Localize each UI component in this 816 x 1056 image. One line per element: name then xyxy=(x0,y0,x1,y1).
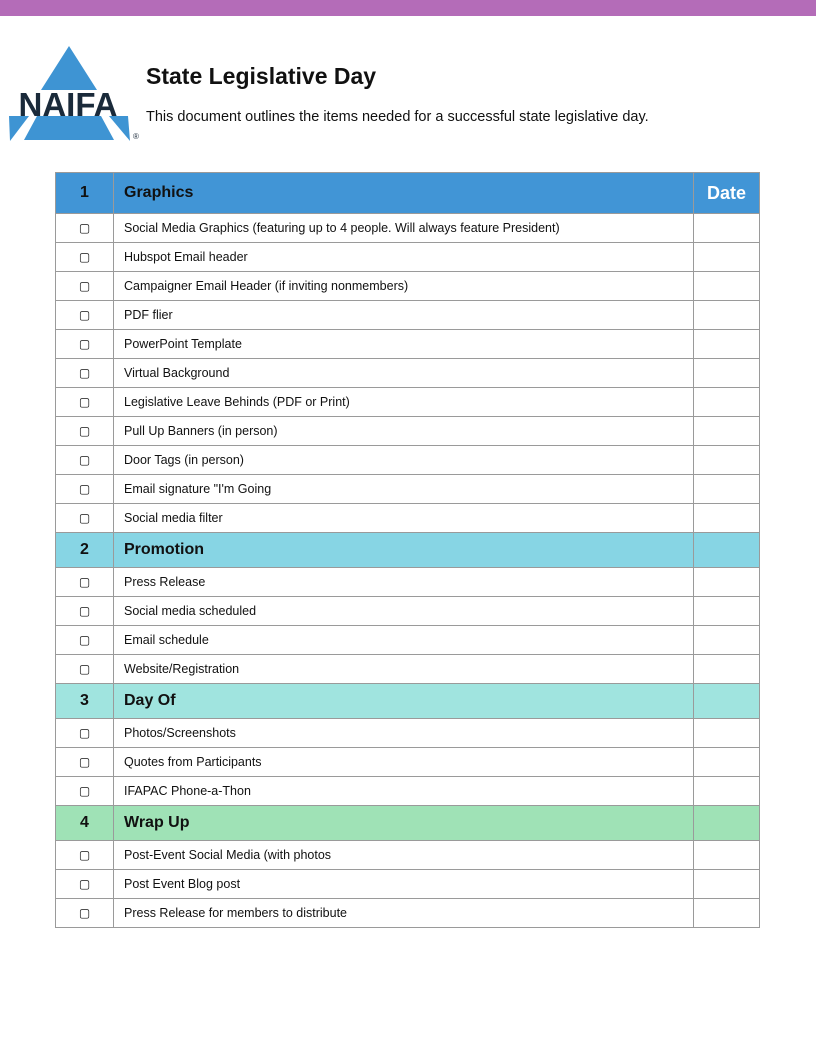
checklist-item-label: Virtual Background xyxy=(114,359,694,388)
checklist-item-label: Quotes from Participants xyxy=(114,748,694,777)
checklist-row xyxy=(56,841,760,870)
date-cell[interactable] xyxy=(694,330,760,359)
checklist-row xyxy=(56,330,760,359)
checklist-row xyxy=(56,417,760,446)
checklist-item-label: Email schedule xyxy=(114,626,694,655)
checkbox-icon[interactable]: ▢ xyxy=(56,359,114,388)
checkbox-icon[interactable]: ▢ xyxy=(56,330,114,359)
date-cell[interactable] xyxy=(694,272,760,301)
checklist-row xyxy=(56,655,760,684)
checkbox-icon[interactable]: ▢ xyxy=(56,504,114,533)
checklist-row xyxy=(56,272,760,301)
checklist-item-label: Post Event Blog post xyxy=(114,870,694,899)
checklist-item-label: PowerPoint Template xyxy=(114,330,694,359)
checkbox-icon[interactable]: ▢ xyxy=(56,597,114,626)
date-cell[interactable] xyxy=(694,504,760,533)
checkbox-icon[interactable]: ▢ xyxy=(56,841,114,870)
checklist-row xyxy=(56,597,760,626)
checkbox-icon[interactable]: ▢ xyxy=(56,388,114,417)
checklist-item-label: Press Release for members to distribute xyxy=(114,899,694,928)
checkbox-icon[interactable]: ▢ xyxy=(56,719,114,748)
page-subtitle: This document outlines the items needed for a successful state legislative day. xyxy=(146,109,649,125)
date-cell[interactable] xyxy=(694,301,760,330)
checklist-item-label: PDF flier xyxy=(114,301,694,330)
checkbox-icon[interactable]: ▢ xyxy=(56,655,114,684)
checklist-row xyxy=(56,568,760,597)
checklist-item-label: Social media filter xyxy=(114,504,694,533)
checklist-item-label: Press Release xyxy=(114,568,694,597)
checkbox-icon[interactable]: ▢ xyxy=(56,899,114,928)
logo-triangle-top xyxy=(41,46,97,90)
section-title: Wrap Up xyxy=(114,806,694,841)
date-cell[interactable] xyxy=(694,446,760,475)
date-cell[interactable] xyxy=(694,870,760,899)
section-date-cell xyxy=(694,684,760,719)
checklist-item-label: Email signature "I'm Going xyxy=(114,475,694,504)
section-number: 3 xyxy=(56,684,114,719)
section-header-wrap-up xyxy=(56,806,760,841)
checkbox-icon[interactable]: ▢ xyxy=(56,243,114,272)
checklist-row xyxy=(56,301,760,330)
date-cell[interactable] xyxy=(694,841,760,870)
date-cell[interactable] xyxy=(694,899,760,928)
checkbox-icon[interactable]: ▢ xyxy=(56,777,114,806)
checkbox-icon[interactable]: ▢ xyxy=(56,272,114,301)
checkbox-icon[interactable]: ▢ xyxy=(56,568,114,597)
checklist-row xyxy=(56,359,760,388)
checklist-item-label: Hubspot Email header xyxy=(114,243,694,272)
checklist-row xyxy=(56,388,760,417)
date-cell[interactable] xyxy=(694,719,760,748)
naifa-logo xyxy=(8,44,142,144)
checklist-row xyxy=(56,475,760,504)
section-number: 1 xyxy=(56,173,114,214)
checklist-item-label: Photos/Screenshots xyxy=(114,719,694,748)
checklist-row xyxy=(56,504,760,533)
checklist-row xyxy=(56,446,760,475)
section-date-cell xyxy=(694,533,760,568)
section-title: Graphics xyxy=(114,173,694,214)
checkbox-icon[interactable]: ▢ xyxy=(56,626,114,655)
date-cell[interactable] xyxy=(694,655,760,684)
date-cell[interactable] xyxy=(694,475,760,504)
section-header-graphics xyxy=(56,173,760,214)
date-cell[interactable] xyxy=(694,748,760,777)
checklist-row xyxy=(56,777,760,806)
checklist-table xyxy=(55,172,760,928)
section-number: 2 xyxy=(56,533,114,568)
section-title: Promotion xyxy=(114,533,694,568)
checkbox-icon[interactable]: ▢ xyxy=(56,446,114,475)
checklist-row xyxy=(56,899,760,928)
checklist-row xyxy=(56,748,760,777)
checkbox-icon[interactable]: ▢ xyxy=(56,301,114,330)
section-header-promotion xyxy=(56,533,760,568)
checkbox-icon[interactable]: ▢ xyxy=(56,870,114,899)
section-number: 4 xyxy=(56,806,114,841)
date-cell[interactable] xyxy=(694,597,760,626)
date-cell[interactable] xyxy=(694,243,760,272)
section-title: Day Of xyxy=(114,684,694,719)
date-cell[interactable] xyxy=(694,626,760,655)
date-cell[interactable] xyxy=(694,214,760,243)
checklist-item-label: Social Media Graphics (featuring up to 4 people. Will always feature President) xyxy=(114,214,694,243)
checkbox-icon[interactable]: ▢ xyxy=(56,475,114,504)
date-cell[interactable] xyxy=(694,417,760,446)
date-cell[interactable] xyxy=(694,777,760,806)
date-column-header: Date xyxy=(694,173,760,214)
checklist-item-label: Social media scheduled xyxy=(114,597,694,626)
page-title: State Legislative Day xyxy=(146,63,377,89)
top-accent-bar xyxy=(0,0,816,16)
checklist-row xyxy=(56,214,760,243)
date-cell[interactable] xyxy=(694,388,760,417)
checklist-row xyxy=(56,626,760,655)
logo-registered-mark: ® xyxy=(133,132,139,141)
section-header-day-of xyxy=(56,684,760,719)
checklist-item-label: Campaigner Email Header (if inviting nonmembers) xyxy=(114,272,694,301)
section-date-cell xyxy=(694,806,760,841)
date-cell[interactable] xyxy=(694,359,760,388)
logo-wordmark: NAIFA xyxy=(18,86,118,123)
checklist-item-label: Legislative Leave Behinds (PDF or Print) xyxy=(114,388,694,417)
checkbox-icon[interactable]: ▢ xyxy=(56,417,114,446)
date-cell[interactable] xyxy=(694,568,760,597)
checklist-item-label: Website/Registration xyxy=(114,655,694,684)
checkbox-icon[interactable]: ▢ xyxy=(56,214,114,243)
checkbox-icon[interactable]: ▢ xyxy=(56,748,114,777)
checklist-row xyxy=(56,719,760,748)
checklist-item-label: Door Tags (in person) xyxy=(114,446,694,475)
checklist-item-label: Pull Up Banners (in person) xyxy=(114,417,694,446)
checklist-row xyxy=(56,243,760,272)
checklist-item-label: IFAPAC Phone-a-Thon xyxy=(114,777,694,806)
checklist-row xyxy=(56,870,760,899)
checklist-item-label: Post-Event Social Media (with photos xyxy=(114,841,694,870)
